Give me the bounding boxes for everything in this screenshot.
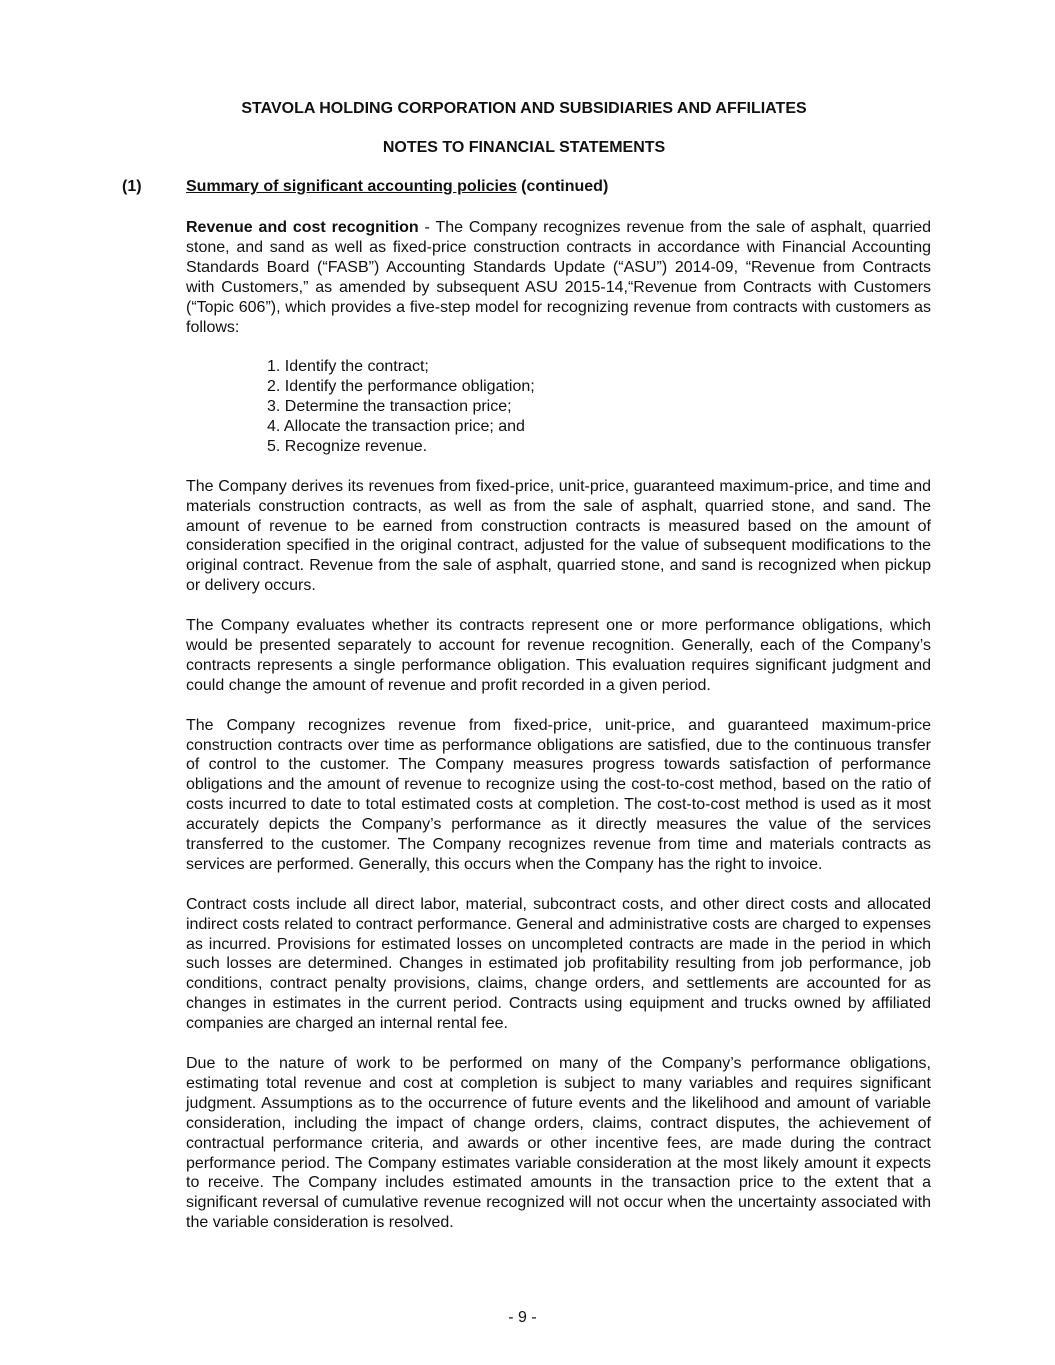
paragraph: The Company recognizes revenue from fixed-price, unit-price, and guaranteed maximum-price construction contracts over time as performance obligations are satisfied, due to the continuous transfer of control to the customer. The Company measures progress towards satisfaction of performance obligations and the amount of revenue to recognize using the cost-to-cost method, based on the ratio of costs incurred to date to total estimated costs at completion. The cost-to-cost method is used as it most accurately depicts the Company’s performance as it directly measures the value of the services transferred to the customer. The Company recognizes revenue from time and materials contracts as services are performed. Generally, this occurs when the Company has the right to invoice.: [186, 716, 931, 873]
intro-paragraph: [186, 218, 931, 337]
paragraph: The Company evaluates whether its contracts represent one or more performance obligations, which would be presented separately to account for revenue recognition. Generally, each of the Company’s contracts represents a single performance obligation. This evaluation requires significant judgment and could change the amount of revenue and profit recorded in a given period.: [186, 617, 931, 694]
paragraph: Due to the nature of work to be performed on many of the Company’s performance obligations, estimating total revenue and cost at completion is subject to many variables and requires significant judgment. Assumptions as to the occurrence of future events and the likelihood and amount of variable consideration, including the impact of change orders, claims, contract disputes, the achievement of contractual performance criteria, and awards or other incentive fees, are made during the contract performance period. The Company estimates variable consideration at the most likely amount it expects to receive. The Company includes estimated amounts in the transaction price to the extent that a significant reversal of cumulative revenue recognized will not occur when the uncertainty associated with the variable consideration is resolved.: [186, 1054, 931, 1232]
intro-text: - The Company recognizes revenue from the sale of asphalt, quarried stone, and sand as well as fixed-price construction contracts in accordance with Financial Accounting Standards Board (“FASB”) Accounting Standards Update (“ASU”) 2014-09, “Revenue from Contracts with Customers,” as amended by subsequent ASU 2015-14,“Revenue from Contracts with Customers (“Topic 606”), which provides a five-step model for recognizing revenue from contracts with customers as follows:: [186, 219, 932, 336]
document-subtitle: NOTES TO FINANCIAL STATEMENTS: [382, 139, 666, 156]
paragraph: Contract costs include all direct labor, material, subcontract costs, and other direct costs and allocated indirect costs related to contract performance. General and administrative costs are charged to expenses as incurred. Provisions for estimated losses on uncompleted contracts are made in the period in which such losses are determined. Changes in estimated job profitability resulting from job performance, job conditions, contract penalty provisions, claims, change orders, and settlements are accounted for as changes in estimates in the current period. Contracts using equipment and trucks owned by affiliated companies are charged an internal rental fee.: [186, 895, 931, 1033]
steps-list: [186, 357, 931, 457]
list-item: 4. Allocate the transaction price; and: [267, 418, 525, 436]
paragraph: The Company derives its revenues from fixed-price, unit-price, guaranteed maximum-price, and time and materials construction contracts, as well as from the sale of asphalt, quarried stone, and sand. The amount of revenue to be earned from construction contracts is measured based on the amount of consideration specified in the original contract, adjusted for the value of subsequent modifications to the original contract. Revenue from the sale of asphalt, quarried stone, and sand is recognized when pickup or delivery occurs.: [186, 477, 931, 595]
section-title: Summary of significant accounting policies: [186, 178, 517, 195]
page-number: - 9 -: [508, 1309, 537, 1326]
company-title: STAVOLA HOLDING CORPORATION AND SUBSIDIARIES AND AFFILIATES: [241, 100, 807, 117]
list-item: 1. Identify the contract;: [267, 358, 429, 376]
document-body: [186, 218, 931, 1253]
section-suffix: (continued): [516, 178, 609, 195]
list-item: 3. Determine the transaction price;: [267, 398, 512, 416]
list-item: 5. Recognize revenue.: [267, 437, 428, 455]
list-item: 2. Identify the performance obligation;: [267, 378, 535, 396]
intro-lead: Revenue and cost recognition: [186, 219, 419, 236]
section-number: (1): [122, 178, 142, 195]
